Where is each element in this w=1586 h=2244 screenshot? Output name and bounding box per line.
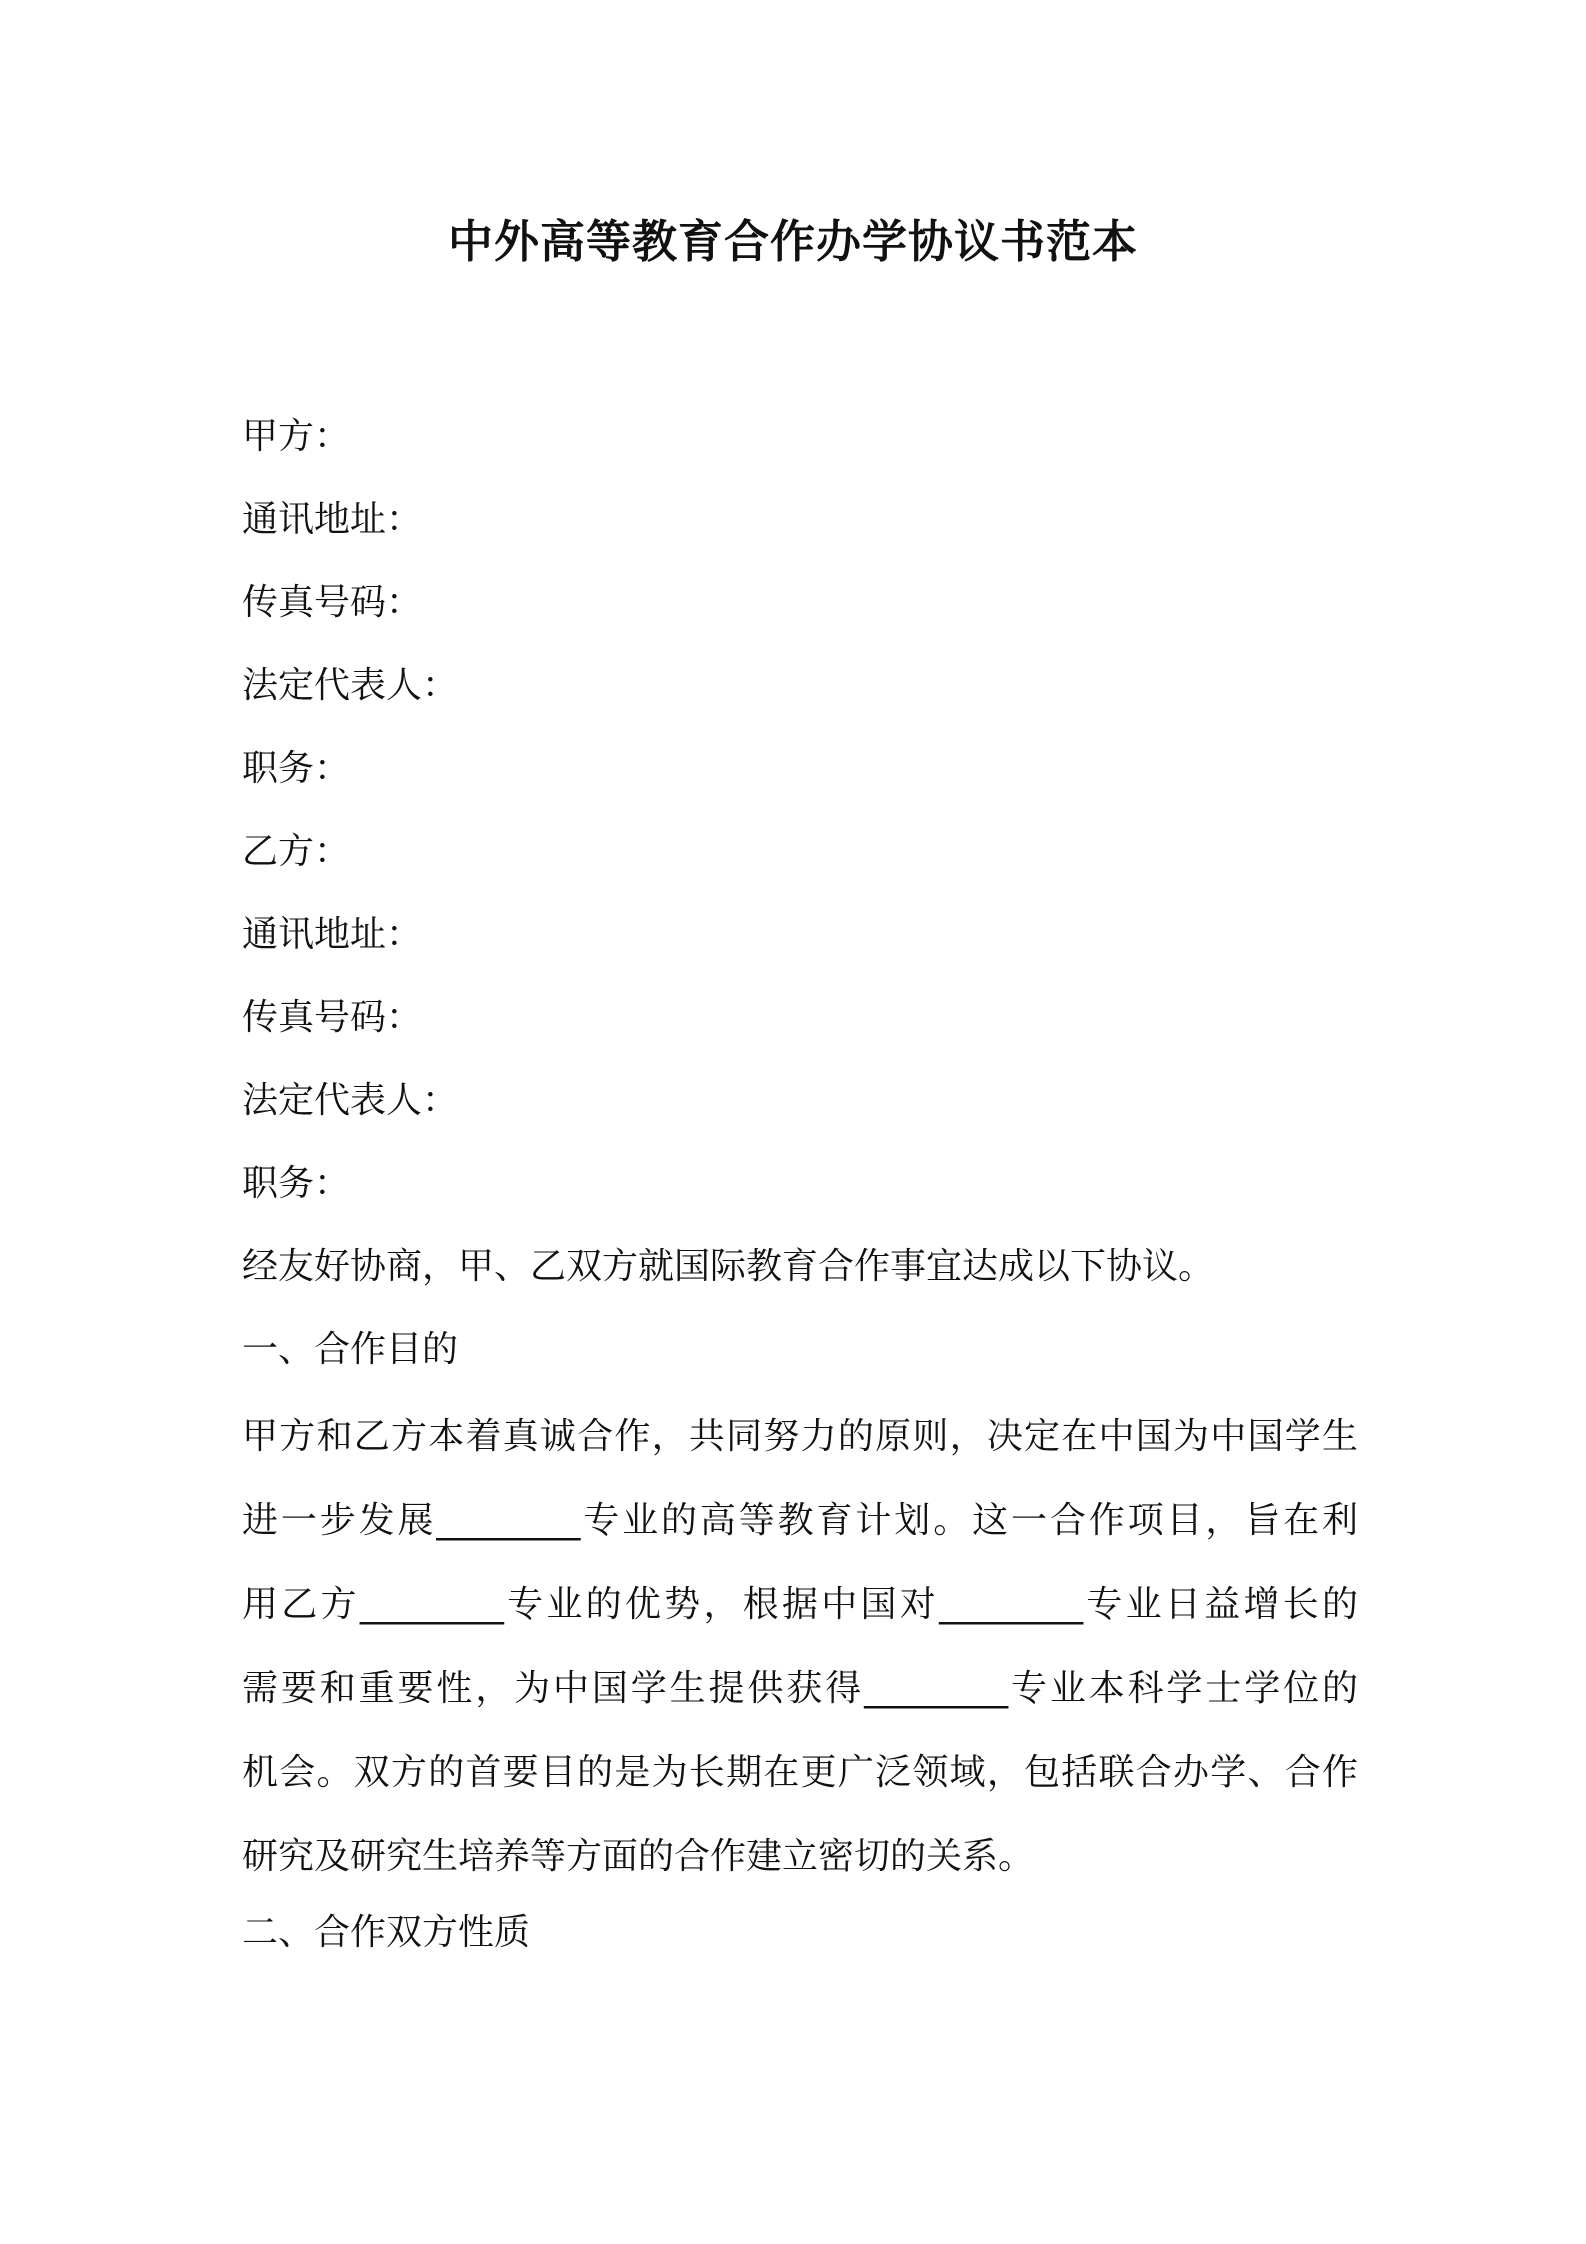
section-1-heading: 一、合作目的 xyxy=(242,1329,459,1370)
party-b-position-label: 职务： xyxy=(242,1163,351,1204)
paragraph-line: 机会。双方的首要目的是为长期在更广泛领域，包括联合办学、合作 xyxy=(242,1752,1358,1793)
paragraph-line: 研究及研究生培养等方面的合作建立密切的关系。 xyxy=(242,1836,1035,1877)
paragraph-line: 用乙方________专业的优势，根据中国对________专业日益增长的 xyxy=(242,1584,1358,1625)
paragraph-line: 进一步发展________专业的高等教育计划。这一合作项目，旨在利 xyxy=(242,1500,1358,1541)
intro-paragraph: 经友好协商，甲、乙双方就国际教育合作事宜达成以下协议。 xyxy=(242,1246,1215,1287)
party-a-fax-label: 传真号码： xyxy=(242,582,423,623)
paragraph-line: 需要和重要性，为中国学生提供获得________专业本科学士学位的 xyxy=(242,1668,1358,1709)
party-a-representative-label: 法定代表人： xyxy=(242,665,459,706)
section-1-paragraph xyxy=(242,1412,1358,1916)
party-b-fax-label: 传真号码： xyxy=(242,997,423,1038)
party-a-label: 甲方： xyxy=(242,416,351,457)
party-b-address-label: 通讯地址： xyxy=(242,914,423,955)
section-2-heading: 二、合作双方性质 xyxy=(242,1912,531,1953)
paragraph-line: 甲方和乙方本着真诚合作，共同努力的原则，决定在中国为中国学生 xyxy=(242,1416,1358,1457)
party-b-representative-label: 法定代表人： xyxy=(242,1080,459,1121)
party-a-address-label: 通讯地址： xyxy=(242,499,423,540)
document-title: 中外高等教育合作办学协议书范本 xyxy=(447,215,1138,268)
party-b-label: 乙方： xyxy=(242,831,351,872)
party-a-position-label: 职务： xyxy=(242,748,351,789)
